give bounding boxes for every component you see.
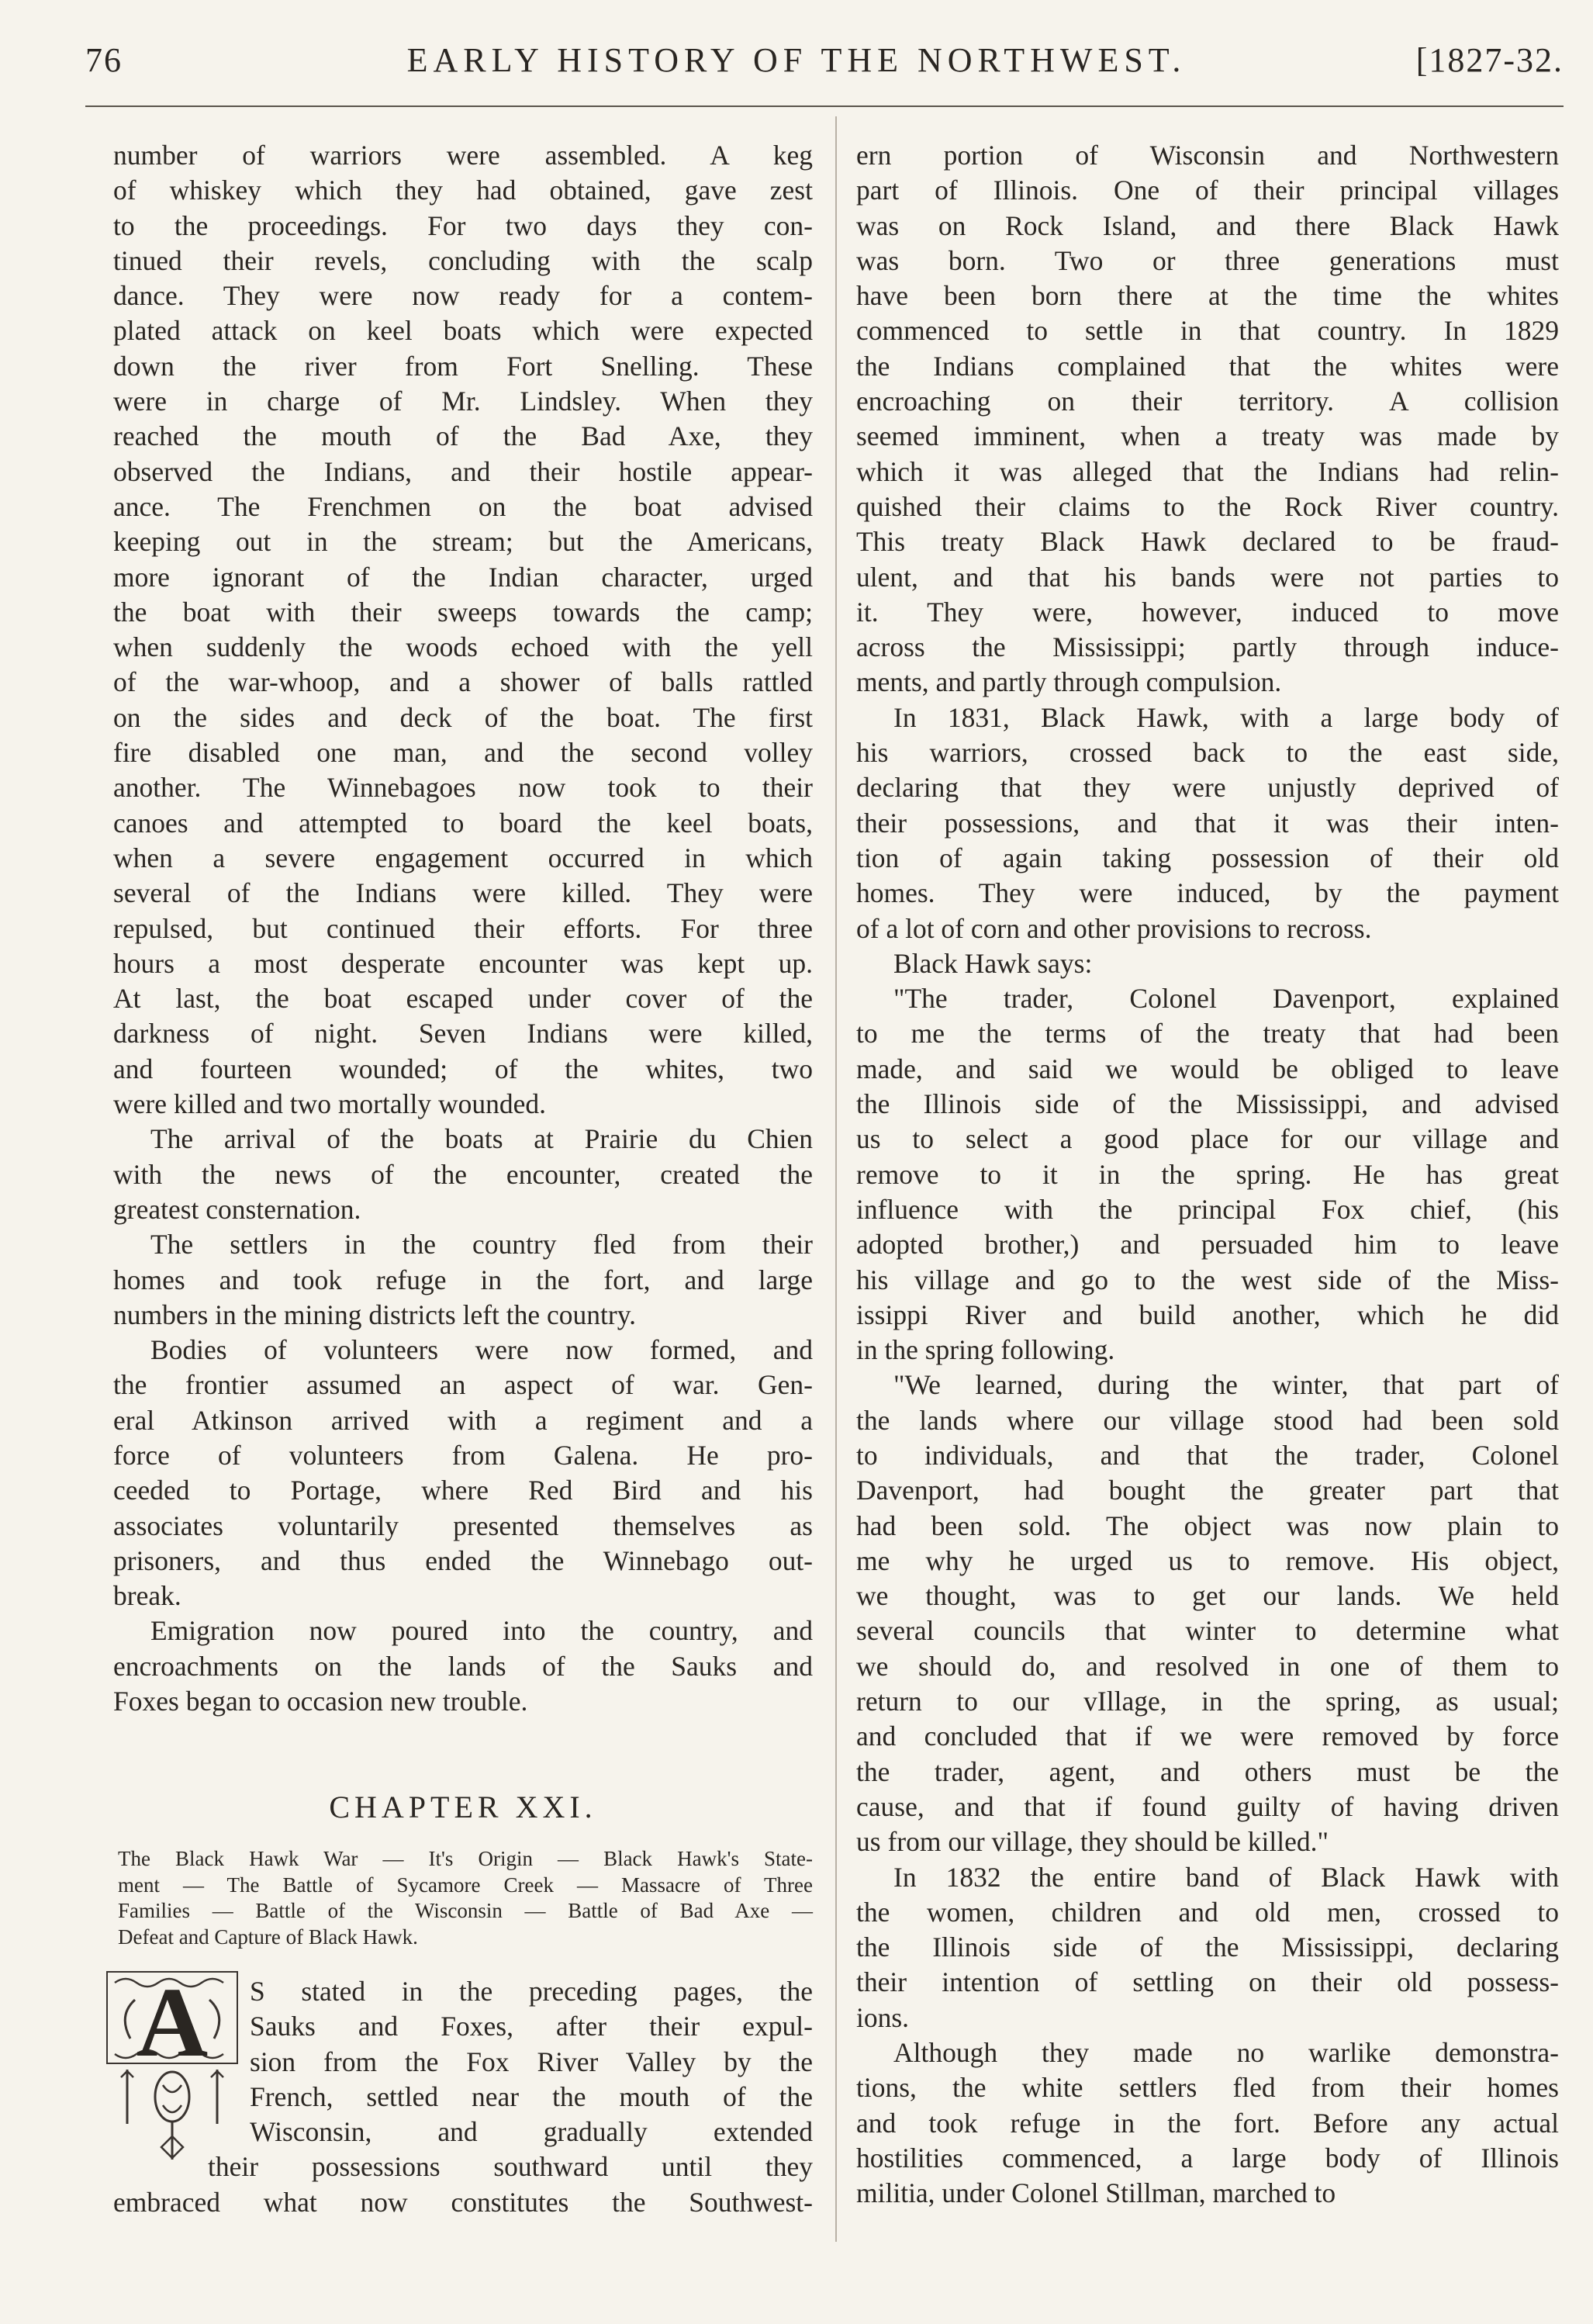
initial-letter: A bbox=[136, 1969, 209, 2077]
text-line: hours a most desperate encounter was kept up. bbox=[113, 947, 813, 979]
text-line: Emigration now poured into the country, and bbox=[150, 1615, 813, 1647]
text-line: keeping out in the stream; but the Americans, bbox=[113, 526, 813, 558]
text-line: Bodies of volunteers were now formed, and bbox=[150, 1334, 813, 1366]
paragraph bbox=[113, 1333, 813, 1613]
text-line: was born. Two or three generations must bbox=[856, 244, 1559, 276]
text-line: to the proceedings. For two days they con- bbox=[113, 209, 813, 241]
text-line: prisoners, and thus ended the Winnebago out- bbox=[113, 1544, 813, 1576]
text-line: made, and said we would be obliged to leave bbox=[856, 1053, 1559, 1084]
text-line: with the news of the encounter, created the bbox=[113, 1158, 813, 1190]
text-line: it. They were, however, induced to move bbox=[856, 596, 1559, 628]
text-line: militia, under Colonel Stillman, marched to bbox=[856, 2177, 1336, 2209]
text-line: canoes and attempted to board the keel boats, bbox=[113, 807, 813, 839]
chapter-heading: CHAPTER XXI. bbox=[329, 1790, 597, 1824]
text-line: force of volunteers from Galena. He pro- bbox=[113, 1439, 813, 1471]
text-line: eral Atkinson arrived with a regiment and a bbox=[113, 1404, 813, 1436]
text-line: Black Hawk says: bbox=[893, 947, 1093, 979]
text-line: commenced to settle in that country. In 1829 bbox=[856, 315, 1559, 347]
text-line: were in charge of Mr. Lindsley. When they bbox=[113, 386, 813, 417]
text-line: remove to it in the spring. He has great bbox=[856, 1158, 1559, 1190]
text-line: the Illinois side of the Mississippi, and advised bbox=[856, 1088, 1559, 1120]
chapter-opening-text bbox=[113, 1974, 813, 2220]
synopsis-line: Defeat and Capture of Black Hawk. bbox=[118, 1925, 418, 1949]
text-line: the women, children and old men, crossed to bbox=[856, 1896, 1559, 1928]
text-line: Although they made no warlike demonstra- bbox=[893, 2037, 1559, 2069]
text-line: more ignorant of the Indian character, urged bbox=[113, 561, 813, 593]
opening-line: French, settled near the mouth of the bbox=[250, 2080, 813, 2112]
text-line: plated attack on keel boats which were expected bbox=[113, 315, 813, 347]
text-line: and took refuge in the fort. Before any actual bbox=[856, 2107, 1559, 2139]
text-line: to individuals, and that the trader, Colonel bbox=[856, 1439, 1559, 1471]
left-column bbox=[113, 138, 813, 1719]
opening-line: S stated in the preceding pages, the bbox=[250, 1976, 813, 2007]
running-header bbox=[0, 0, 1593, 116]
text-line: the boat with their sweeps towards the camp; bbox=[113, 596, 813, 628]
text-line: several of the Indians were killed. They were bbox=[113, 877, 813, 909]
text-line: In 1832 the entire band of Black Hawk with bbox=[893, 1861, 1559, 1893]
text-line: when suddenly the woods echoed with the yell bbox=[113, 631, 813, 663]
text-line: on the sides and deck of the boat. The first bbox=[113, 701, 813, 733]
text-line: of whiskey which they had obtained, gave zest bbox=[113, 175, 813, 206]
text-line: fire disabled one man, and the second volley bbox=[113, 737, 813, 769]
opening-line: embraced what now constitutes the Southwest- bbox=[113, 2186, 813, 2218]
text-line: adopted brother,) and persuaded him to leave bbox=[856, 1229, 1559, 1261]
synopsis-line: The Black Hawk War — It's Origin — Black Hawk's State- bbox=[118, 1847, 813, 1870]
text-line: ions. bbox=[856, 2001, 910, 2033]
opening-line: their possessions southward until they bbox=[208, 2151, 813, 2183]
text-line: associates voluntarily presented themselves as bbox=[113, 1510, 813, 1541]
text-line: ulent, and that his bands were not parties to bbox=[856, 561, 1559, 593]
text-line: encroaching on their territory. A collision bbox=[856, 386, 1559, 417]
text-line: which it was alleged that the Indians had relin- bbox=[856, 455, 1559, 487]
text-line: another. The Winnebagoes now took to their bbox=[113, 772, 813, 804]
text-line: "We learned, during the winter, that part of bbox=[893, 1369, 1559, 1401]
text-line: This treaty Black Hawk declared to be fraud- bbox=[856, 526, 1559, 558]
text-line: tinued their revels, concluding with the scalp bbox=[113, 244, 813, 276]
column-divider bbox=[835, 116, 837, 2242]
text-line: repulsed, but continued their efforts. For three bbox=[113, 912, 813, 944]
text-line: quished their claims to the Rock River country. bbox=[856, 490, 1559, 522]
text-line: the Indians complained that the whites were bbox=[856, 350, 1559, 382]
text-line: their intention of settling on their old possess- bbox=[856, 1966, 1559, 1998]
paragraph bbox=[856, 2035, 1559, 2211]
text-line: me why he urged us to remove. His object, bbox=[856, 1544, 1559, 1576]
text-line: of the war-whoop, and a shower of balls rattled bbox=[113, 666, 813, 698]
text-line: homes. They were induced, by the payment bbox=[856, 877, 1559, 909]
opening-line: Wisconsin, and gradually extended bbox=[250, 2116, 813, 2148]
text-line: declaring that they were unjustly deprived of bbox=[856, 772, 1559, 804]
text-line: ceeded to Portage, where Red Bird and his bbox=[113, 1475, 813, 1506]
text-line: several councils that winter to determine what bbox=[856, 1615, 1559, 1647]
text-line: were killed and two mortally wounded. bbox=[113, 1088, 546, 1120]
text-line: ance. The Frenchmen on the boat advised bbox=[113, 490, 813, 522]
text-line: ern portion of Wisconsin and Northwestern bbox=[856, 140, 1559, 171]
text-line: issippi River and build another, which he did bbox=[856, 1299, 1559, 1330]
text-line: numbers in the mining districts left the country. bbox=[113, 1299, 637, 1330]
text-line: seemed imminent, when a treaty was made by bbox=[856, 420, 1559, 452]
header-rule bbox=[85, 105, 1564, 107]
text-line: cause, and that if found guilty of having driven bbox=[856, 1790, 1559, 1822]
text-line: his warriors, crossed back to the east side, bbox=[856, 737, 1559, 769]
text-line: and fourteen wounded; of the whites, two bbox=[113, 1053, 813, 1084]
text-line: in the spring following. bbox=[856, 1334, 1115, 1366]
right-column bbox=[856, 138, 1559, 2212]
chapter-synopsis bbox=[118, 1846, 813, 1950]
text-line: homes and took refuge in the fort, and large bbox=[113, 1264, 813, 1295]
text-line: The arrival of the boats at Prairie du Chien bbox=[150, 1123, 813, 1155]
text-line: the frontier assumed an aspect of war. Gen- bbox=[113, 1369, 813, 1401]
text-line: part of Illinois. One of their principal villages bbox=[856, 175, 1559, 206]
paragraph bbox=[856, 138, 1559, 700]
text-line: encroachments on the lands of the Sauks and bbox=[113, 1650, 813, 1682]
text-line: return to our vIllage, in the spring, as usual; bbox=[856, 1686, 1559, 1717]
paragraph bbox=[856, 981, 1559, 1368]
text-line: ments, and partly through compulsion. bbox=[856, 666, 1282, 698]
text-line: darkness of night. Seven Indians were killed, bbox=[113, 1018, 813, 1050]
opening-line: sion from the Fox River Valley by the bbox=[250, 2046, 813, 2077]
paragraph bbox=[856, 700, 1559, 946]
text-line: to me the terms of the treaty that had been bbox=[856, 1018, 1559, 1050]
text-line: the trader, agent, and others must be the bbox=[856, 1755, 1559, 1787]
text-line: The settlers in the country fled from their bbox=[150, 1229, 813, 1261]
text-line: had been sold. The object was now plain to bbox=[856, 1510, 1559, 1541]
text-line: "The trader, Colonel Davenport, explained bbox=[893, 983, 1559, 1015]
text-line: his village and go to the west side of the Miss- bbox=[856, 1264, 1559, 1295]
text-line: reached the mouth of the Bad Axe, they bbox=[113, 420, 813, 452]
opening-line: Sauks and Foxes, after their expul- bbox=[250, 2011, 813, 2042]
paragraph bbox=[856, 1860, 1559, 2035]
text-line: us to select a good place for our village and bbox=[856, 1123, 1559, 1155]
text-line: and concluded that if we were removed by force bbox=[856, 1721, 1559, 1752]
text-line: of a lot of corn and other provisions to recross. bbox=[856, 912, 1372, 944]
running-title: EARLY HISTORY OF THE NORTHWEST. bbox=[406, 41, 1187, 79]
text-line: Foxes began to occasion new trouble. bbox=[113, 1686, 528, 1717]
text-line: observed the Indians, and their hostile appear- bbox=[113, 455, 813, 487]
text-line: greatest consternation. bbox=[113, 1193, 361, 1225]
text-line: number of warriors were assembled. A keg bbox=[113, 140, 813, 171]
text-line: down the river from Fort Snelling. These bbox=[113, 350, 813, 382]
text-line: was on Rock Island, and there Black Hawk bbox=[856, 209, 1559, 241]
paragraph bbox=[113, 1613, 813, 1719]
text-line: us from our village, they should be killed." bbox=[856, 1826, 1329, 1858]
text-line: we thought, was to get our lands. We held bbox=[856, 1580, 1559, 1612]
text-line: across the Mississippi; partly through induce- bbox=[856, 631, 1559, 663]
text-line: Davenport, had bought the greater part that bbox=[856, 1475, 1559, 1506]
text-line: influence with the principal Fox chief, (his bbox=[856, 1193, 1559, 1225]
text-line: tions, the white settlers fled from their homes bbox=[856, 2072, 1559, 2104]
text-line: when a severe engagement occurred in which bbox=[113, 842, 813, 873]
text-line: the Illinois side of the Mississippi, declaring bbox=[856, 1931, 1559, 1963]
text-line: their possessions, and that it was their inten- bbox=[856, 807, 1559, 839]
paragraph bbox=[113, 1122, 813, 1227]
text-line: break. bbox=[113, 1580, 181, 1612]
text-line: hostilities commenced, a large body of Illinois bbox=[856, 2142, 1559, 2174]
year-range: [1827-32. bbox=[1415, 41, 1564, 79]
text-line: have been born there at the time the whites bbox=[856, 280, 1559, 312]
paragraph bbox=[113, 138, 813, 1122]
text-line: In 1831, Black Hawk, with a large body of bbox=[893, 701, 1559, 733]
synopsis-line: Families — Battle of the Wisconsin — Battle of Bad Axe — bbox=[118, 1899, 813, 1922]
paragraph bbox=[856, 946, 1559, 981]
page-number: 76 bbox=[85, 41, 123, 79]
text-line: At last, the boat escaped under cover of the bbox=[113, 983, 813, 1015]
text-line: we should do, and resolved in one of them to bbox=[856, 1650, 1559, 1682]
paragraph bbox=[856, 1368, 1559, 1859]
paragraph bbox=[113, 1227, 813, 1333]
text-line: tion of again taking possession of their old bbox=[856, 842, 1559, 873]
text-line: dance. They were now ready for a contem- bbox=[113, 280, 813, 312]
synopsis-line: ment — The Battle of Sycamore Creek — Massacre of Three bbox=[118, 1873, 813, 1897]
text-line: the lands where our village stood had been sold bbox=[856, 1404, 1559, 1436]
